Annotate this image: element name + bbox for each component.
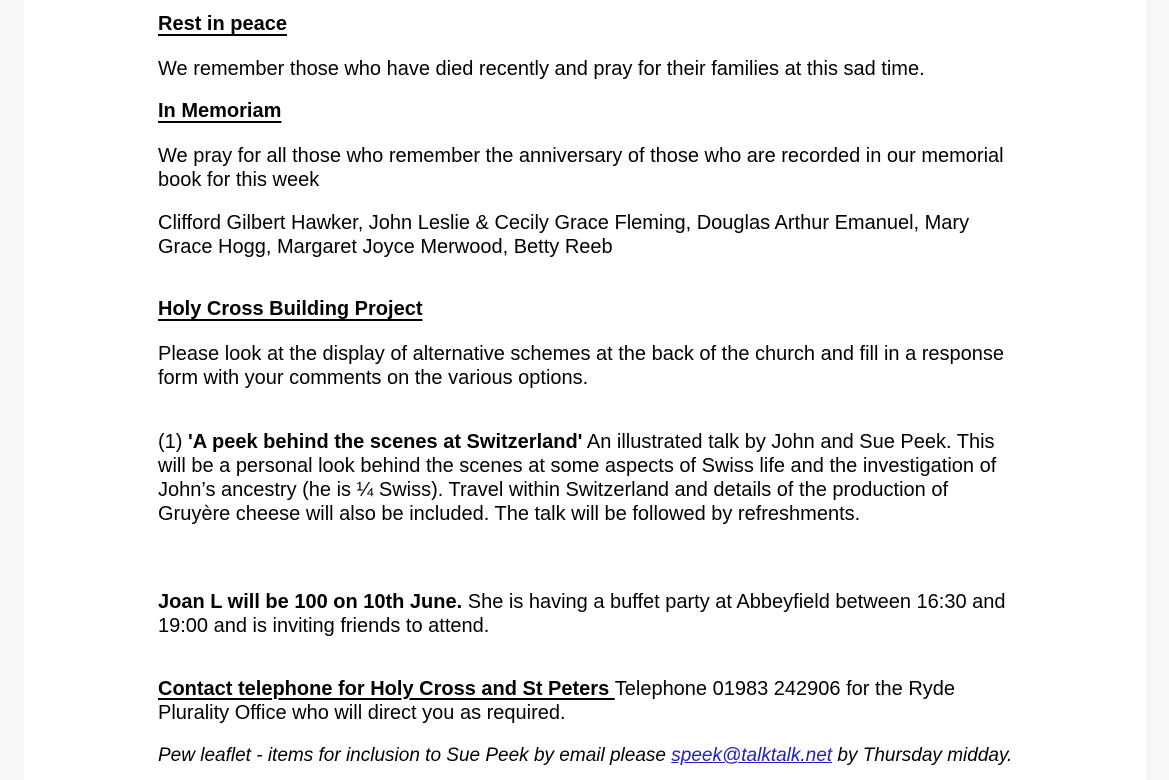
pew-leaflet-note [158, 744, 1018, 768]
pew-leaflet-deadline: by Thursday midday. [832, 745, 1013, 766]
talk-number: (1) [158, 431, 188, 453]
talk-announcement [158, 430, 1018, 526]
talk-description: An illustrated talk by John and Sue Peek. This will be a personal look behind the scenes at some aspects of Swiss life and the investigation of John’s ancestry (he is ¼ Swiss). Travel within Switzerland and details of the production of Gruyère cheese will also be included. The talk will be followed by refreshments. [158, 431, 997, 525]
talk-title: 'A peek behind the scenes at Switzerland' [188, 431, 583, 453]
in-memoriam-text: We pray for all those who remember the anniversary of those who are recorded in our memorial book for this week [158, 145, 1004, 191]
email-link[interactable]: speek@talktalk.net [671, 745, 833, 766]
in-memoriam-section [158, 99, 1018, 123]
building-project-section [158, 297, 1018, 321]
contact-section [158, 677, 1018, 725]
building-project-text: Please look at the display of alternative schemes at the back of the church and fill in a response form with your comments on the various options. [158, 343, 1005, 389]
pew-leaflet-text: Pew leaflet - items for inclusion to Sue Peek by email please [158, 745, 672, 766]
contact-text: Telephone 01983 242906 for the Ryde Plurality Office who will direct you as required. [158, 678, 956, 724]
building-project-heading: Holy Cross Building Project [158, 298, 423, 320]
in-memoriam-names: Clifford Gilbert Hawker, John Leslie & Cecily Grace Fleming, Douglas Arthur Emanuel, Mary Grace Hogg, Margaret Joyce Merwood, Betty Reeb [158, 212, 970, 258]
contact-label: Contact telephone for Holy Cross and St Peters [158, 678, 615, 700]
birthday-announcement [158, 590, 1018, 638]
birthday-headline: Joan L will be 100 on 10th June. [158, 591, 463, 613]
rest-in-peace-heading: Rest in peace [158, 13, 287, 35]
birthday-text: She is having a buffet party at Abbeyfield between 16:30 and 19:00 and is inviting friends to attend. [158, 591, 1006, 637]
rest-in-peace-section [158, 12, 1018, 36]
in-memoriam-heading: In Memoriam [158, 100, 282, 122]
rest-in-peace-text: We remember those who have died recently and pray for their families at this sad time. [158, 58, 925, 80]
